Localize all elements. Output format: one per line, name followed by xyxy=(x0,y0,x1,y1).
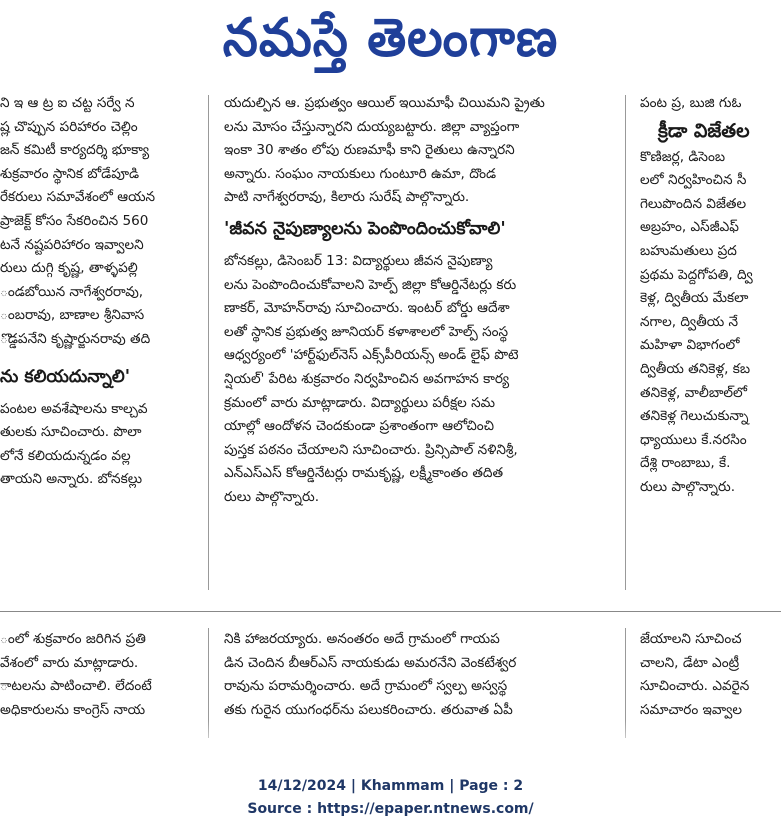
article-text-line: డిన చెందిన బీఆర్ఎస్ నాయకుడు అమరనేని వెంకటేశ్వర xyxy=(224,654,517,671)
article-text-line: లతో స్థానిక ప్రభుత్వ జూనియర్ కళాశాలలో హెల్ప్ సంస్థ xyxy=(224,323,509,340)
article-text-line: ఆధ్వర్యంలో 'హార్ట్‌ఫుల్‌నెస్ ఎక్స్‌పీరియన్స్ అండ్ లైఫ్ పొటె xyxy=(224,347,519,364)
article-text-line: అబ్రహం, ఎస్‌జీఎఫ్ xyxy=(640,219,739,236)
section-divider xyxy=(0,611,781,612)
article-text-line: సమాచారం ఇవ్వాల xyxy=(640,701,743,718)
article-text-line: ప్రాజెక్ట్ కోసం సేకరించిన 560 xyxy=(0,212,149,229)
article-text-line: నికి హాజరయ్యారు. అనంతరం అదే గ్రామంలో గాయప xyxy=(224,631,500,647)
article-column-middle xyxy=(224,92,619,592)
article-text-line: నగాల, ద్వితీయ నే xyxy=(640,313,739,330)
article-text-line: బోనకల్లు, డిసెంబర్ 13: విద్యార్థులు జీవన నైపుణ్యా xyxy=(224,252,493,269)
article-text-line: బహుమతులు ప్రద xyxy=(640,242,737,259)
article-text-line: పంటల అవశేషాలను కాల్చవ xyxy=(0,400,148,417)
article-text-line: ాటలను పాటించాలి. లేదంటే xyxy=(0,678,152,695)
article-text-line: అన్నారు. సంఘం నాయకులు గుంటూరి ఉమా, దొండ xyxy=(224,165,497,182)
newspaper-logo-title: నమస్తే తెలంగాణ xyxy=(222,6,559,68)
article-column-right xyxy=(640,92,781,592)
article-text-line: అధికారులను కాంగ్రెస్ నాయ xyxy=(0,701,146,718)
article-text-line: జేయాలని సూచించ xyxy=(640,631,742,647)
page-fade xyxy=(0,720,781,760)
article-text-line: లను పెంపొందించుకోవాలని హెల్ప్ జిల్లా కోఆర్డినేటర్లు కరు xyxy=(224,276,517,293)
article-text-line: సూచించారు. ఎవరైన xyxy=(640,678,750,695)
article-text-line: జన్ కమిటీ కార్యదర్శి భూక్యా xyxy=(0,142,150,159)
article-text-line: లోనే కలియదున్నడం వల్ల xyxy=(0,447,131,464)
article-text-line: ండబోయిన నాగేశ్వరరావు, xyxy=(0,283,144,300)
article-text-line: యదుల్పిన ఆ. ప్రభుత్వం ఆయిల్ ఇయిమాఫీ చియిమని ప్రైతు xyxy=(224,95,545,111)
article-text-line: యాల్లో ఆందోళన చెందకుండా ప్రశాంతంగా ఆలోచించి xyxy=(224,418,495,435)
article-text-line: రులు పాల్గొన్నారు. xyxy=(640,478,736,495)
article-text-line: ఇంకా 30 శాతం లోపు రుణమాఫీ కాని రైతులు ఉన్నారని xyxy=(224,142,515,159)
article-headline: క్రీడా విజేతల xyxy=(658,119,750,142)
article-text-line: న్షియల్' పేరిట శుక్రవారం నిర్వహించిన అవగాహన కార్య xyxy=(224,370,510,387)
article-text-line: లను మోసం చేస్తున్నారని దుయ్యబట్టారు. జిల్లా వ్యాప్తంగా xyxy=(224,118,520,135)
article-text-line: రులు దుగ్గి కృష్ణ, తాళ్ళపల్లి xyxy=(0,260,138,277)
article-text-line: ంబరావు, బాణాల శ్రీనివాస xyxy=(0,307,145,324)
article-text-line: ంలో శుక్రవారం జరిగిన ప్రతి xyxy=(0,631,146,647)
article-text-line: మహిళా విభాగంలో xyxy=(640,337,740,354)
article-text-line: తనికెళ్ల గెలుచుకున్నా xyxy=(640,408,749,425)
article-text-line: దేశ్లి రాంబాబు, కే. xyxy=(640,455,731,472)
article-text-line: ధ్యాయులు కే.నరసిం xyxy=(640,431,747,448)
article-text-line: చాలని, డేటా ఎంట్రీ xyxy=(640,654,740,671)
article-text-line: ష్ల చొప్పున పరిహారం చెల్లిం xyxy=(0,118,138,135)
article-text-line: ద్వితీయ తనికెళ్ల, కబ xyxy=(640,360,751,377)
article-text-line: కొణిజర్ల, డిసెంబ xyxy=(640,148,726,165)
article-headline: ను కలియదున్నాలి' xyxy=(0,366,131,387)
article-text-line: ప్రథమ పెద్దగోపతి, ద్వి xyxy=(640,266,753,283)
article-text-line: ణాకర్, మోహన్‌రావు సూచించారు. ఇంటర్ బోర్డు ఆదేశా xyxy=(224,300,510,317)
article-text-line: తకు గురైన యుగంధర్‌ను పలుకరించారు. తరువాత ఏపీ xyxy=(224,701,513,718)
article-text-line: ొడ్డపనేని కృష్ణార్జునరావు తది xyxy=(0,330,151,347)
article-text-line: తనికెళ్ల, వాలీబాల్‌లో xyxy=(640,384,748,401)
article-text-line: తులకు సూచించారు. పొలా xyxy=(0,424,142,441)
article-column-left xyxy=(0,92,202,592)
article-text-line: టనే నష్టపరిహారం ఇవ్వాలని xyxy=(0,236,144,253)
article-text-line: క్రమంలో వారు మాట్లాడారు. విద్యార్థులు పరీక్షల సమ xyxy=(224,394,496,411)
footer-source: Source : https://epaper.ntnews.com/ xyxy=(247,801,534,817)
column-divider xyxy=(625,95,626,590)
article-text-line: కెళ్ల, ద్వితీయ మేకలా xyxy=(640,290,749,307)
article-text-line: వేశంలో వారు మాట్లాడారు. xyxy=(0,654,139,671)
article-text-line: ఎన్‌ఎస్‌ఎస్ కోఆర్డినేటర్లు రామకృష్ణ, లక్ష్మీకాంతం తదిత xyxy=(224,465,504,482)
article-text-line: పుస్తక పఠనం చేయాలని సూచించారు. ప్రిన్సిపాల్ నళినిశ్రీ, xyxy=(224,441,518,458)
article-text-line: రులు పాల్గొన్నారు. xyxy=(224,488,320,505)
article-text-line: లలో నిర్వహించిన సీ xyxy=(640,172,747,189)
article-text-line: గెలుపొందిన విజేతల xyxy=(640,195,747,212)
article-text-line: పాటి నాగేశ్వరరావు, కిలారు సురేష్ పాల్గొన్నారు. xyxy=(224,189,470,206)
article-text-line: తాయని అన్నారు. బోనకల్లు xyxy=(0,471,143,488)
article-headline: 'జీవన నైపుణ్యాలను పెంపొందించుకోవాలి' xyxy=(224,218,506,239)
footer-date-edition: 14/12/2024 | Khammam | Page : 2 xyxy=(257,778,524,794)
article-text-line: శుక్రవారం స్థానిక బోడేపూడి xyxy=(0,165,140,182)
article-text-line: రావును పరామర్శించారు. అదే గ్రామంలో స్వల్ప అస్వస్థ xyxy=(224,678,508,695)
masthead xyxy=(0,0,781,88)
column-divider xyxy=(208,95,209,590)
article-text-line: పంట ప్ర, బుజి గుఓ xyxy=(640,95,742,111)
article-text-line: ని ఇ ఆ ట్ర ఐ చట్ట సర్వే న xyxy=(0,95,135,111)
article-text-line: రేకరులు సమావేశంలో ఆయన xyxy=(0,189,156,206)
